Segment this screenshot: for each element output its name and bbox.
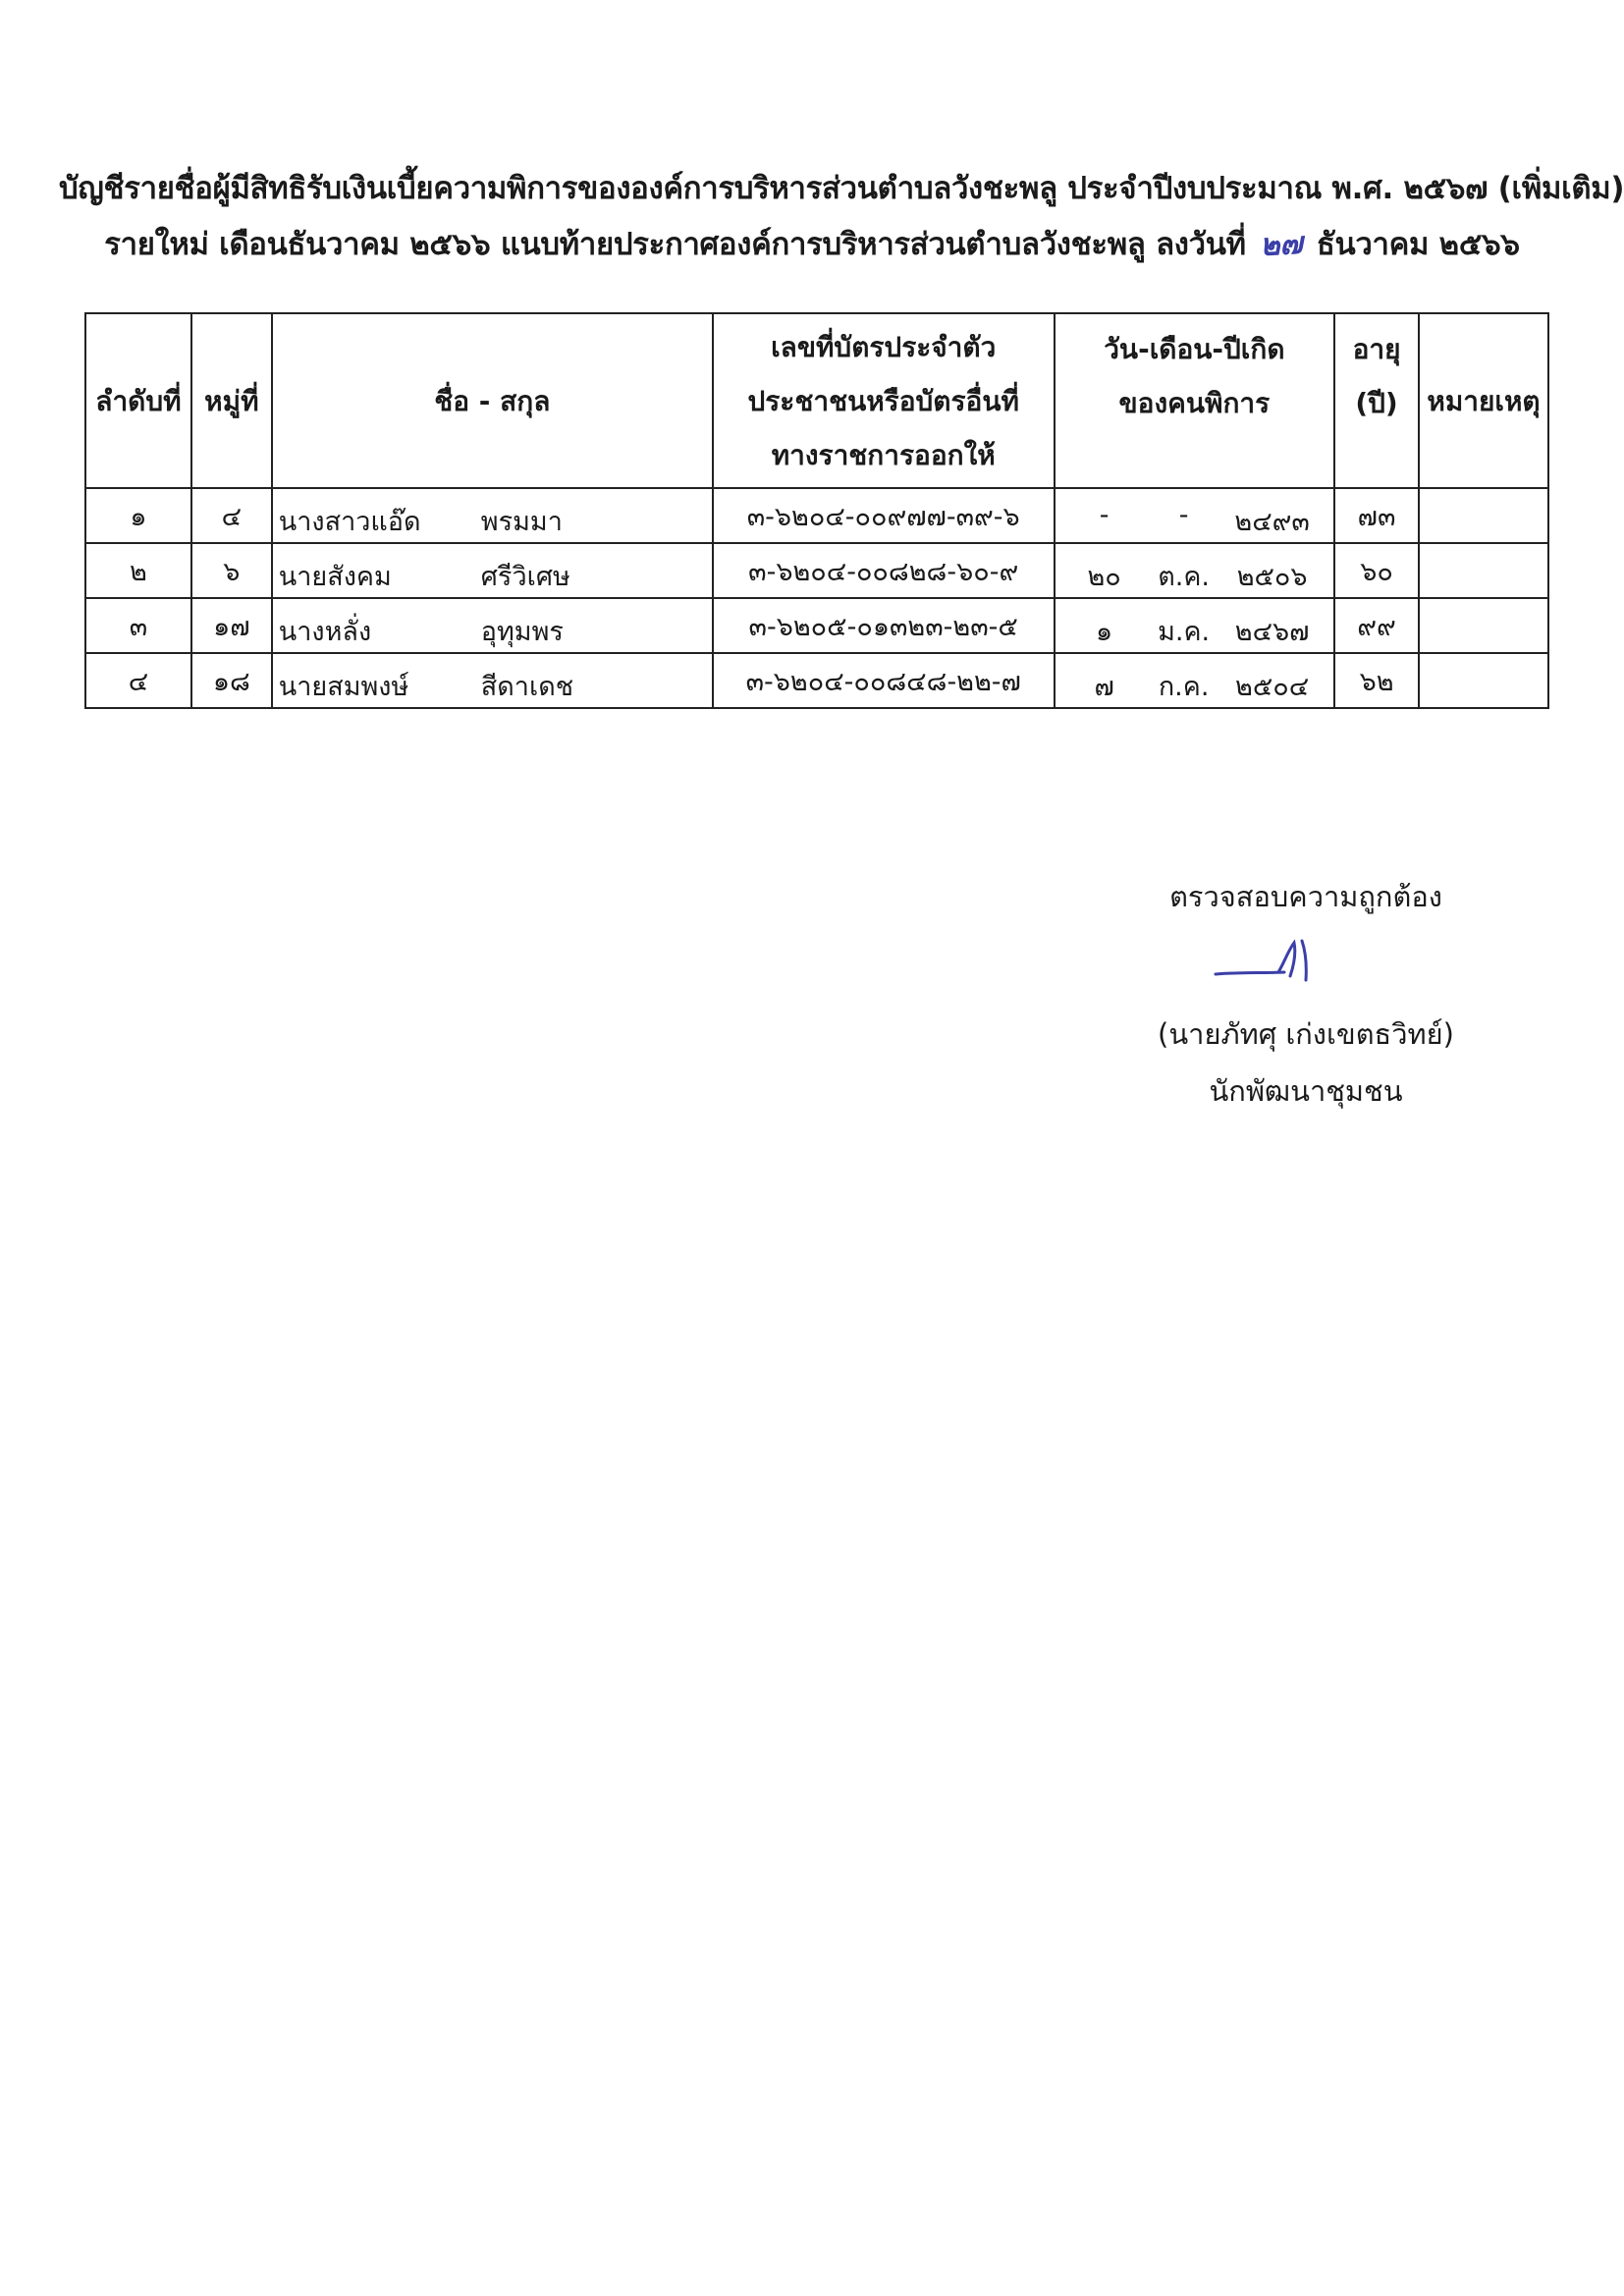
cell-age: ๖๒ [1334,653,1419,708]
cell-dob [1055,543,1334,598]
header-seq: ลำดับที่ [85,313,191,488]
cell-id: ๓-๖๒๐๕-๐๑๓๒๓-๒๓-๕ [713,598,1055,653]
title-line2-after: ธันวาคม ๒๕๖๖ [1316,227,1520,262]
cell-seq: ๑ [85,488,191,543]
document-title-line2 [59,219,1565,268]
signature-mark [1208,933,1355,992]
cell-id: ๓-๖๒๐๔-๐๐๘๔๘-๒๒-๗ [713,653,1055,708]
cell-name [272,488,713,543]
cell-village: ๑๗ [191,598,272,653]
first-name: นางหลั่ง [278,617,372,647]
cell-seq: ๔ [85,653,191,708]
table-header-row [85,313,1548,488]
dob-month: ต.ค. [1158,562,1210,592]
table-row [85,653,1548,708]
header-id-line2: ประชาชนหรือบัตรอื่นที่ [747,384,1019,417]
first-name: นายสังคม [278,562,392,592]
cell-id: ๓-๖๒๐๔-๐๐๘๒๘-๖๐-๙ [713,543,1055,598]
cell-age: ๖๐ [1334,543,1419,598]
last-name: อุทุมพร [480,617,564,647]
table-row [85,598,1548,653]
signatory-position: นักพัฒนาชุมชน [1209,1074,1403,1108]
last-name: สีดาเดช [480,672,574,702]
dob-year: ๒๕๐๖ [1236,562,1308,592]
cell-id: ๓-๖๒๐๔-๐๐๙๗๗-๓๙-๖ [713,488,1055,543]
cell-age: ๙๙ [1334,598,1419,653]
header-dob-line1: วัน-เดือน-ปีเกิด [1104,333,1285,365]
header-age [1334,313,1419,488]
dob-year: ๒๕๐๔ [1235,672,1310,702]
header-id [713,313,1055,488]
dob-month: ม.ค. [1158,617,1211,647]
cell-remark [1419,653,1548,708]
cell-village: ๑๘ [191,653,272,708]
first-name: นางสาวแอ๊ด [278,507,421,537]
title-line2-before: รายใหม่ เดือนธันวาคม ๒๕๖๖ แนบท้ายประกาศองค์การบริหารส่วนตำบลวังชะพลู ลงวันที่ [104,227,1246,262]
dob-day: ๑ [1096,617,1113,647]
cell-remark [1419,598,1548,653]
table-row [85,543,1548,598]
cell-remark [1419,543,1548,598]
dob-day: ๗ [1094,672,1114,702]
cell-seq: ๒ [85,543,191,598]
handwritten-date: ๒๗ [1259,225,1304,264]
cell-name [272,543,713,598]
header-id-line1: เลขที่บัตรประจำตัว [771,330,997,363]
cell-village: ๖ [191,543,272,598]
cell-seq: ๓ [85,598,191,653]
header-age-line1: อายุ [1352,333,1401,365]
document-title-line1: บัญชีรายชื่อผู้มีสิทธิรับเงินเบี้ยความพิการขององค์การบริหารส่วนตำบลวังชะพลู ประจำปีงบประมาณ พ.ศ. ๒๕๖๗ (เพิ่มเติม) [59,171,1624,206]
header-id-line3: ทางราชการออกให้ [771,438,996,471]
first-name: นายสมพงษ์ [278,672,409,702]
dob-day: ๒๐ [1087,562,1121,592]
cell-dob [1055,653,1334,708]
last-name: ศรีวิเศษ [480,562,570,592]
dob-year: ๒๔๙๓ [1234,507,1310,537]
dob-day: - [1099,500,1110,530]
header-name: ชื่อ - สกุล [272,313,713,488]
cell-age: ๗๓ [1334,488,1419,543]
header-village: หมู่ที่ [191,313,272,488]
header-remark: หมายเหตุ [1419,313,1548,488]
cell-remark [1419,488,1548,543]
dob-year: ๒๔๖๗ [1234,617,1310,647]
header-dob [1055,313,1334,488]
cell-dob [1055,598,1334,653]
table-row [85,488,1548,543]
header-dob-line2: ของคนพิการ [1118,387,1271,419]
verify-label: ตรวจสอบความถูกต้อง [1169,880,1442,913]
cell-village: ๔ [191,488,272,543]
cell-name [272,598,713,653]
beneficiary-table [84,312,1549,709]
header-age-line2: (ปี) [1355,387,1398,419]
signatory-name: (นายภัทศุ เก่งเขตธวิทย์) [1158,1017,1454,1051]
dob-month: ก.ค. [1158,672,1210,702]
cell-dob [1055,488,1334,543]
cell-name [272,653,713,708]
dob-month: - [1178,500,1189,530]
last-name: พรมมา [480,507,563,537]
